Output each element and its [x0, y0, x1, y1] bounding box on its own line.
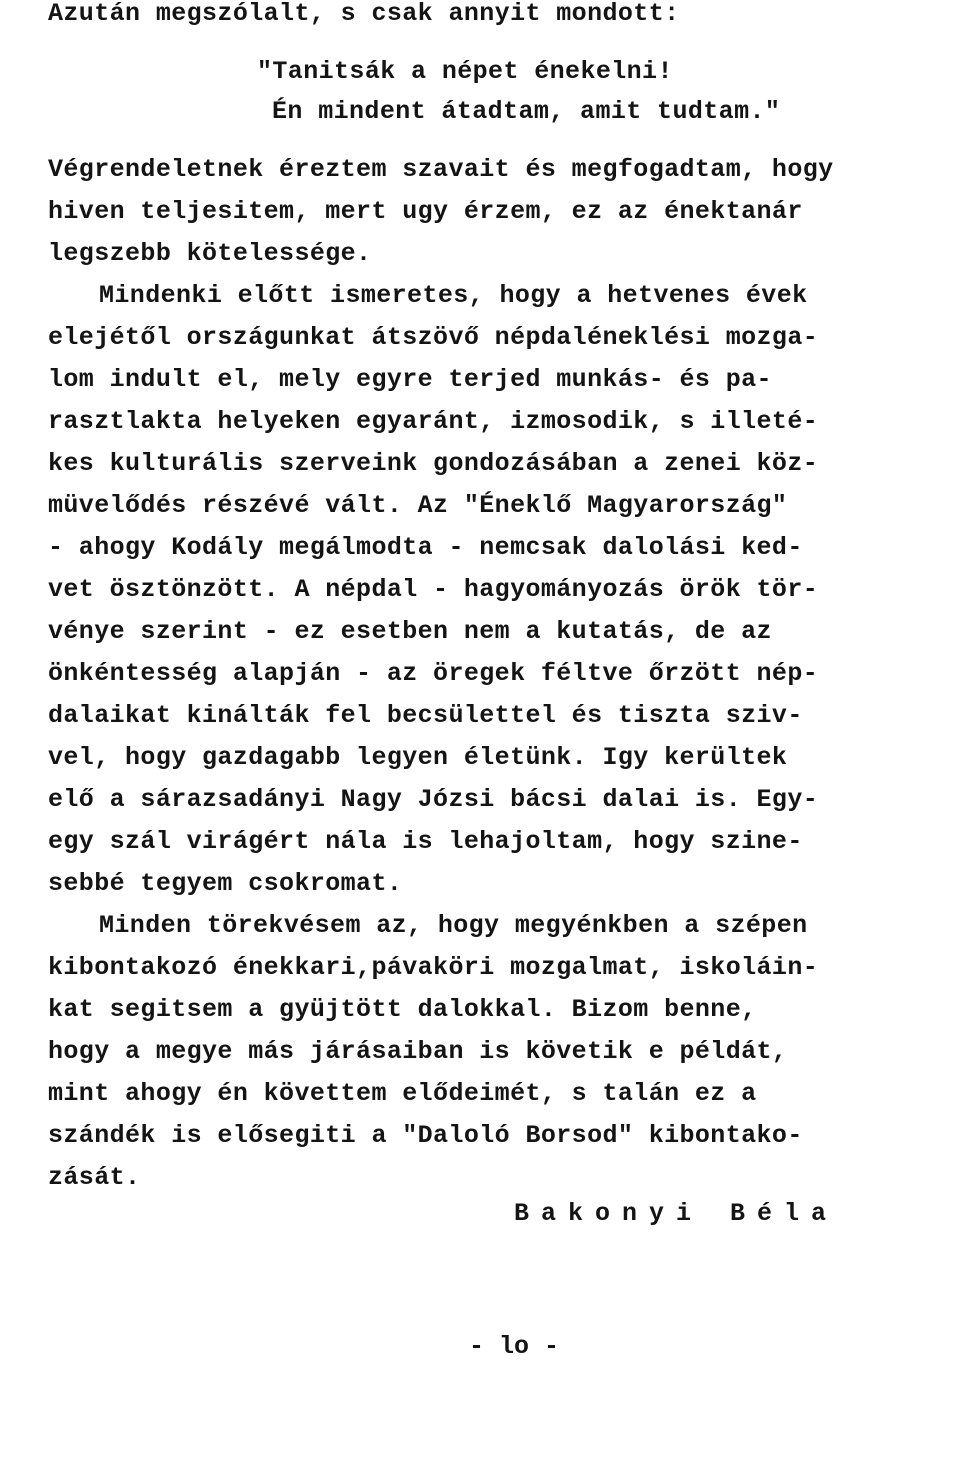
text-line: sebbé tegyem csokromat. — [48, 869, 403, 898]
text-line: legszebb kötelessége. — [48, 239, 372, 268]
text-line: kat segitsem a gyüjtött dalokkal. Bizom benne, — [48, 995, 757, 1024]
text-line: hiven teljesitem, mert ugy érzem, ez az énektanár — [48, 197, 803, 226]
text-line: vel, hogy gazdagabb legyen életünk. Igy kerültek — [48, 743, 788, 772]
text-line: hogy a megye más járásaiban is követik e példát, — [48, 1037, 788, 1066]
text-line: vénye szerint - ez esetben nem a kutatás, de az — [48, 617, 772, 646]
text-line: szándék is elősegiti a "Daloló Borsod" kibontako- — [48, 1121, 803, 1150]
text-line: elejétől országunkat átszövő népdaléneklési mozga- — [48, 323, 819, 352]
text-line: Végrendeletnek éreztem szavait és megfogadtam, hogy — [48, 155, 834, 184]
text-line: rasztlakta helyeken egyaránt, izmosodik, s illeté- — [48, 407, 819, 436]
text-line: zását. — [48, 1163, 141, 1192]
text-line: Én mindent átadtam, amit tudtam." — [272, 97, 781, 126]
text-line: kibontakozó énekkari,pávaköri mozgalmat, iskoláin- — [48, 953, 819, 982]
page-number: - lo - — [469, 1332, 560, 1361]
text-line: Azután megszólalt, s csak annyit mondott: — [48, 0, 680, 28]
text-line: vet ösztönzött. A népdal - hagyományozás örök tör- — [48, 575, 819, 604]
text-line: dalaikat kinálták fel becsülettel és tiszta sziv- — [48, 701, 803, 730]
text-line: mint ahogy én követtem elődeimét, s talán ez a — [48, 1079, 757, 1108]
text-line: kes kulturális szerveink gondozásában a zenei köz- — [48, 449, 819, 478]
text-line: Mindenki előtt ismeretes, hogy a hetvenes évek — [99, 281, 808, 310]
text-line: müvelődés részévé vált. Az "Éneklő Magyarország" — [48, 491, 788, 520]
author-signature: Bakonyi Béla — [514, 1199, 839, 1228]
text-line: egy szál virágért nála is lehajoltam, hogy szine- — [48, 827, 803, 856]
text-line: lom indult el, mely egyre terjed munkás- és pa- — [48, 365, 772, 394]
text-line: "Tanitsák a népet énekelni! — [257, 57, 673, 86]
text-line: önkéntesség alapján - az öregek féltve őrzött nép- — [48, 659, 819, 688]
text-line: Minden törekvésem az, hogy megyénkben a szépen — [99, 911, 808, 940]
text-line: elő a sárazsadányi Nagy Józsi bácsi dalai is. Egy- — [48, 785, 819, 814]
text-line: - ahogy Kodály megálmodta - nemcsak dalolási ked- — [48, 533, 803, 562]
